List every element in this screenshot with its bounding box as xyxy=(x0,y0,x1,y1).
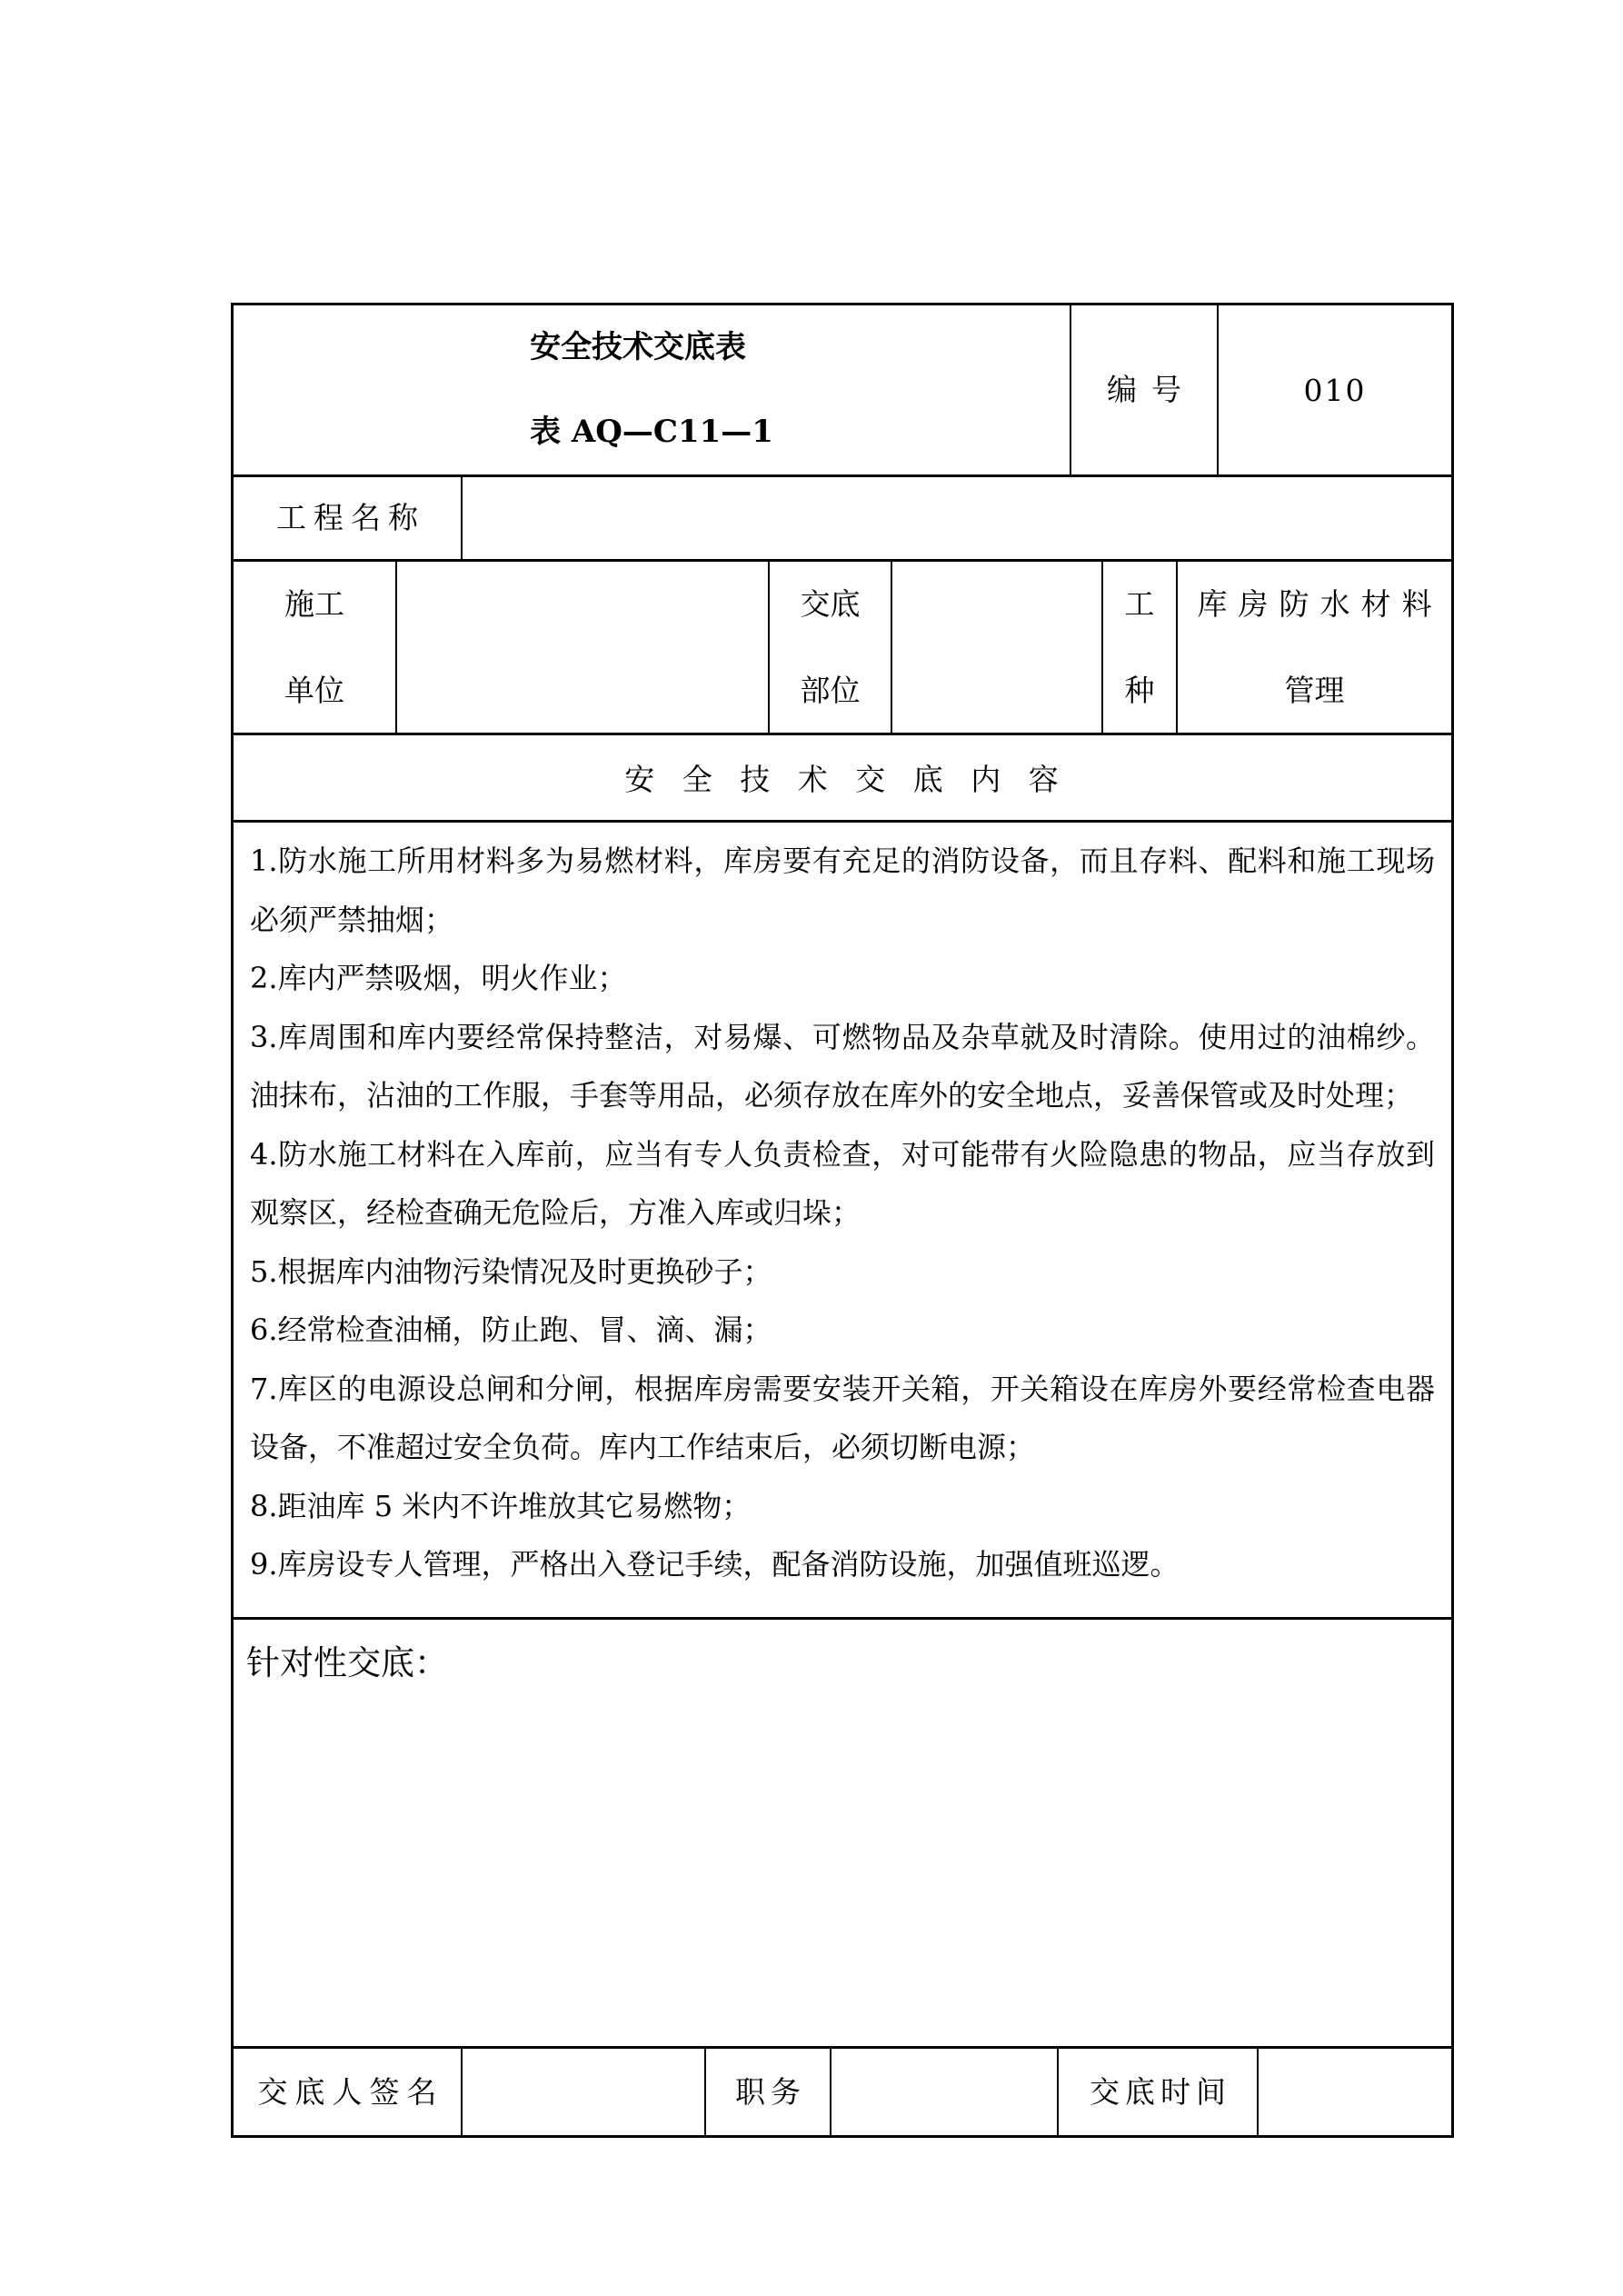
content-item-1: 1.防水施工所用材料多为易燃材料，库房要有充足的消防设备，而且存料、配料和施工现场必须严禁抽烟； xyxy=(250,844,1435,937)
content-body-cell xyxy=(234,823,1451,1617)
content-header: 安 全 技 术 交 底 内 容 xyxy=(624,762,1060,797)
work-type-value-line1: 库房防水材料 xyxy=(1197,586,1443,622)
time-label-cell xyxy=(1059,2049,1259,2135)
content-header-cell xyxy=(234,735,1451,820)
form-title-cell xyxy=(234,305,1071,474)
targeted-disclosure-label: 针对性交底： xyxy=(246,1643,448,1682)
signer-label-cell xyxy=(234,2049,463,2135)
construction-unit-value-cell xyxy=(397,562,770,733)
form-table xyxy=(231,303,1454,2138)
serial-label: 编号 xyxy=(1107,372,1196,407)
form-title xyxy=(530,305,773,474)
content-item-9: 9.库房设专人管理，严格出入登记手续，配备消防设施，加强值班巡逻。 xyxy=(250,1547,1180,1582)
signer-label: 交底人签名 xyxy=(257,2073,444,2110)
targeted-disclosure-row xyxy=(234,1620,1451,2049)
content-item-3: 3.库周围和库内要经常保持整洁，对易爆、可燃物品及杂草就及时清除。使用过的油棉纱。油抹布，沾油的工作服，手套等用品，必须存放在库外的安全地点，妥善保管或及时处理； xyxy=(250,1019,1435,1113)
construction-unit-label-line1: 施工 xyxy=(284,586,344,622)
work-type-label-line2: 种 xyxy=(1124,673,1155,708)
content-row xyxy=(234,823,1451,1620)
project-label: 工程名称 xyxy=(276,500,425,535)
duty-value-cell xyxy=(831,2049,1059,2135)
construction-unit-label-cell xyxy=(234,562,397,733)
work-type-value-cell xyxy=(1178,562,1451,733)
project-value-cell xyxy=(463,477,1451,559)
project-row xyxy=(234,477,1451,562)
duty-label: 职务 xyxy=(735,2073,806,2110)
content-item-7: 7.库区的电源设总闸和分闸，根据库房需要安装开关箱，开关箱设在库房外要经常检查电器设备，不准超过安全负荷。库内工作结束后，必须切断电源； xyxy=(250,1371,1435,1464)
project-label-cell xyxy=(234,477,463,559)
content-item-6: 6.经常检查油桶，防止跑、冒、滴、漏； xyxy=(250,1313,772,1347)
signer-value-cell xyxy=(463,2049,706,2135)
form-title-line2: 表 AQ—C11—1 xyxy=(530,414,773,450)
content-header-row xyxy=(234,735,1451,823)
content-item-8: 8.距油库 5 米内不许堆放其它易燃物； xyxy=(250,1488,752,1523)
construction-unit-label-line2: 单位 xyxy=(284,673,344,708)
header-row xyxy=(234,305,1451,477)
serial-value: 010 xyxy=(1303,372,1367,408)
duty-label-cell xyxy=(706,2049,831,2135)
targeted-disclosure-cell xyxy=(234,1620,1451,2046)
time-label: 交底时间 xyxy=(1090,2073,1231,2110)
disclosure-part-label-cell xyxy=(770,562,892,733)
disclosure-part-value-cell xyxy=(892,562,1103,733)
work-type-label-line1: 工 xyxy=(1124,586,1155,622)
disclosure-part-label-line1: 交底 xyxy=(800,586,861,622)
work-type-value-line2: 管理 xyxy=(1284,673,1345,708)
time-value-cell xyxy=(1259,2049,1451,2135)
content-item-4: 4.防水施工材料在入库前，应当有专人负责检查，对可能带有火险隐患的物品，应当存放到观察区，经检查确无危险后，方准入库或归垛； xyxy=(250,1136,1435,1230)
content-item-5: 5.根据库内油物污染情况及时更换砂子； xyxy=(250,1253,772,1289)
info-row xyxy=(234,562,1451,735)
footer-row xyxy=(234,2049,1451,2135)
form-title-line1: 安全技术交底表 xyxy=(530,329,747,365)
serial-value-cell xyxy=(1219,305,1451,474)
disclosure-part-label-line2: 部位 xyxy=(800,673,861,708)
work-type-label-cell xyxy=(1103,562,1178,733)
serial-label-cell xyxy=(1071,305,1219,474)
content-item-2: 2.库内严禁吸烟，明火作业； xyxy=(250,961,627,995)
